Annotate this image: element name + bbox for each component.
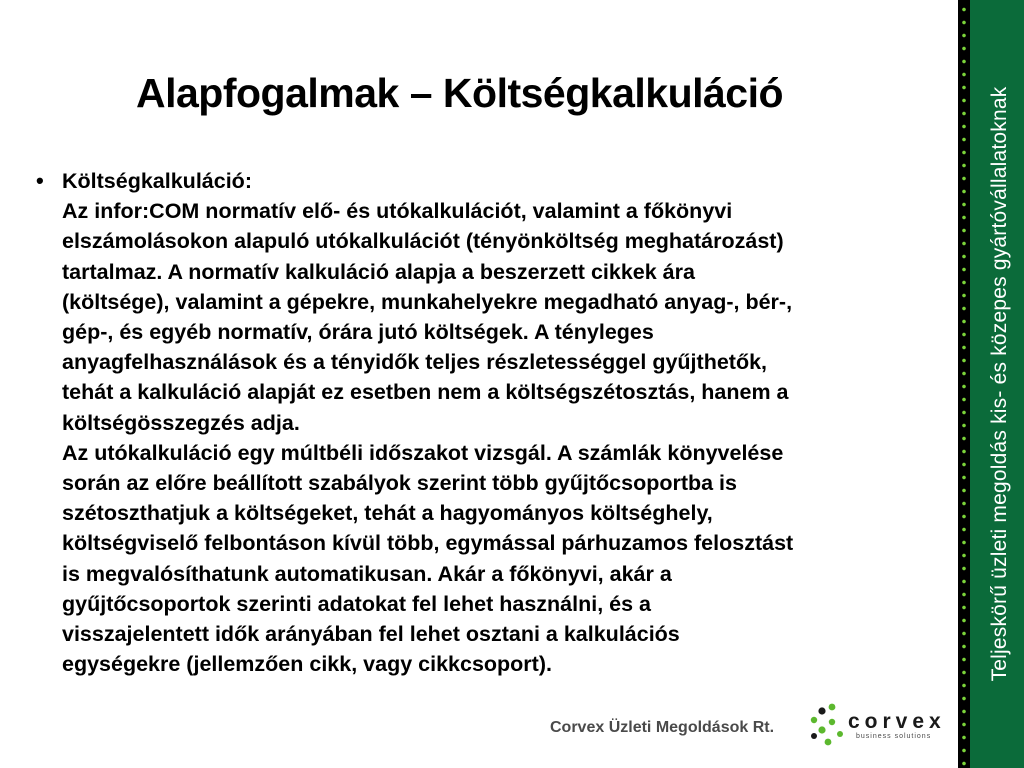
sidebar-slogan: Teljeskörű üzleti megoldás kis- és közepes gyártóvállalatoknak	[988, 86, 1011, 682]
slide-title: Alapfogalmak – Költségkalkuláció	[136, 70, 784, 116]
sidebar-dot-strip	[958, 0, 970, 768]
body-line: szétoszthatjuk a költségeket, tehát a hagyományos költséghely,	[62, 501, 713, 526]
body-line: (költsége), valamint a gépekre, munkahelyekre megadható anyag-, bér-,	[62, 289, 793, 314]
body-line: elszámolásokon alapuló utókalkulációt (tényönköltség meghatározást)	[62, 229, 784, 254]
body-line: során az előre beállított szabályok szerint több gyűjtőcsoportba is	[62, 471, 737, 496]
body-line: visszajelentett idők arányában fel lehet osztani a kalkulációs	[62, 622, 680, 647]
body-line: költségösszegzés adja.	[62, 410, 300, 435]
body-line: anyagfelhasználások és a tényidők teljes részletességgel gyűjthetők,	[62, 350, 768, 375]
body-line: gép-, és egyéb normatív, órára jutó költségek. A tényleges	[62, 320, 654, 345]
body-line: költségviselő felbontáson kívül több, egymással párhuzamos felosztást	[62, 531, 794, 556]
corvex-logo-tagline: business solutions	[856, 733, 932, 740]
body-line: tartalmaz. A normatív kalkuláció alapja a beszerzett cikkek ára	[62, 259, 695, 284]
footer-company-name: Corvex Üzleti Megoldások Rt.	[550, 719, 775, 736]
corvex-logo-word: corvex	[848, 710, 946, 733]
body-line: Az infor:COM normatív elő- és utókalkulációt, valamint a főkönyvi	[62, 199, 733, 224]
body-text	[62, 166, 942, 679]
body-line-heading: Költségkalkuláció:	[62, 169, 252, 193]
body-line: is megvalósíthatunk automatikusan. Akár a főkönyvi, akár a	[62, 561, 672, 586]
body-line: gyűjtőcsoportok szerinti adatokat fel lehet használni, és a	[62, 591, 652, 616]
body-line: Az utókalkuláció egy múltbéli időszakot vizsgál. A számlák könyvelése	[62, 440, 784, 465]
bullet-marker: •	[36, 168, 44, 193]
sidebar-slogan-wrap	[980, 0, 1020, 768]
body-line: egységekre (jellemzően cikk, vagy cikkcsoport).	[62, 652, 552, 677]
body-line: tehát a kalkuláció alapját ez esetben nem a költségszétosztás, hanem a	[62, 380, 789, 405]
